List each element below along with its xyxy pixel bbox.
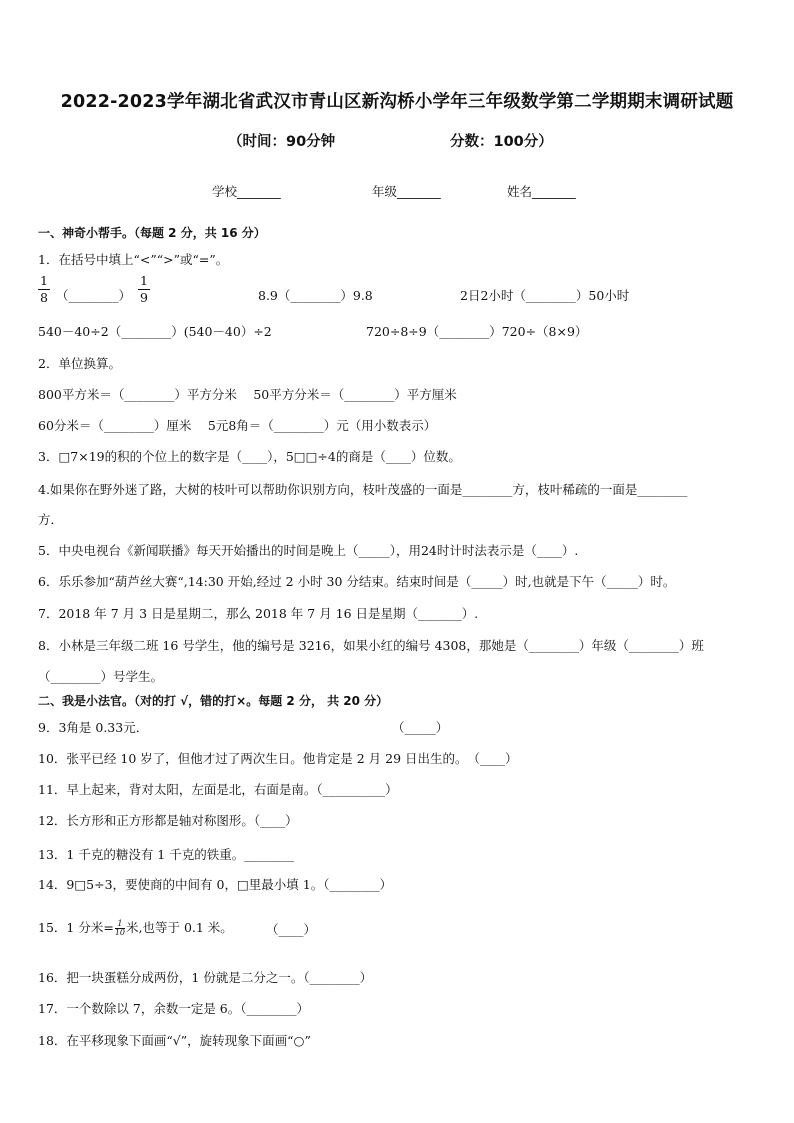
page-title: 2022-2023学年湖北省武汉市青山区新沟桥小学年三年级数学第二学期期末调研试题 bbox=[60, 92, 734, 112]
question-1d[interactable]: 540－40÷2（________）(540－40）÷2 bbox=[38, 324, 272, 339]
question-15-blank[interactable]: （____） bbox=[266, 922, 317, 937]
question-2b[interactable]: 60分米＝（________）厘米 5元8角＝（________）元（用小数表示） bbox=[38, 418, 437, 433]
school-field[interactable]: 学校_______ bbox=[212, 184, 281, 199]
name-field[interactable]: 姓名_______ bbox=[507, 184, 576, 199]
question-7[interactable]: 7．2018 年 7 月 3 日是星期二，那么 2018 年 7 月 16 日是星期（_______）. bbox=[38, 606, 479, 621]
question-11[interactable]: 11．早上起来，背对太阳，左面是北，右面是南。（__________） bbox=[38, 782, 398, 797]
question-3[interactable]: 3．□7×19的积的个位上的数字是（____），5□□÷4的商是（____）位数。 bbox=[38, 449, 461, 464]
question-2: 2．单位换算。 bbox=[38, 356, 121, 371]
exam-time: （时间：90分钟 bbox=[228, 134, 336, 150]
section-heading-2: 二、我是小法官。（对的打 √，错的打×。每题 2 分， 共 20 分） bbox=[38, 694, 389, 708]
question-9-blank[interactable]: （_____） bbox=[392, 720, 449, 735]
question-15: 15．1 分米= $\frac{1}{10}$ 米,也等于 0.1 米。 bbox=[38, 919, 233, 937]
fraction-one-eighth: 1 8 bbox=[38, 274, 50, 305]
question-16[interactable]: 16．把一块蛋糕分成两份，1 份就是二分之一。（________） bbox=[38, 970, 373, 985]
fraction-one-ninth: 1 9 bbox=[138, 274, 150, 305]
grade-field[interactable]: 年级_______ bbox=[372, 184, 441, 199]
section-heading-1: 一、神奇小帮手。（每题 2 分，共 16 分） bbox=[38, 226, 266, 240]
question-17[interactable]: 17．一个数除以 7，余数一定是 6。（________） bbox=[38, 1001, 310, 1016]
fraction-one-tenth: $\frac{1}{10}$ bbox=[114, 919, 125, 937]
question-1c[interactable]: 2日2小时（________）50小时 bbox=[460, 288, 630, 303]
question-1: 1．在括号中填上“<”“>”或“=”。 bbox=[38, 252, 229, 267]
question-18: 18．在平移现象下面画“√”，旋转现象下面画“○” bbox=[38, 1033, 311, 1048]
question-9: 9．3角是 0.33元． bbox=[38, 720, 149, 735]
question-1e[interactable]: 720÷8÷9（________）720÷（8×9） bbox=[366, 324, 588, 339]
question-14[interactable]: 14．9□5÷3，要使商的中间有 0，□里最小填 1。（________） bbox=[38, 877, 392, 892]
question-8-cont[interactable]: （________）号学生。 bbox=[38, 669, 164, 684]
question-2a[interactable]: 800平方米＝（________）平方分米 50平方分米＝（________）平方厘米 bbox=[38, 387, 457, 402]
answer-blank[interactable]: （________） bbox=[56, 288, 132, 303]
question-5[interactable]: 5．中央电视台《新闻联播》每天开始播出的时间是晚上（_____），用24时计时法表示是（____）. bbox=[38, 543, 579, 558]
question-6[interactable]: 6．乐乐参加“葫芦丝大赛“,14:30 开始,经过 2 小时 30 分结束。结束时间是（_____）时,也就是下午（_____）时。 bbox=[38, 574, 676, 589]
exam-score: 分数：100分） bbox=[450, 134, 553, 150]
question-4[interactable]: 4.如果你在野外迷了路，大树的枝叶可以帮助你识别方向，枝叶茂盛的一面是________方，枝叶稀疏的一面是________ bbox=[38, 482, 688, 497]
question-13[interactable]: 13．1 千克的糖没有 1 千克的铁重。________ bbox=[38, 847, 295, 862]
question-8[interactable]: 8．小林是三年级二班 16 号学生，他的编号是 3216，如果小红的编号 4308，那她是（________）年级（________）班 bbox=[38, 638, 704, 653]
question-4-cont: 方． bbox=[38, 512, 64, 527]
question-10[interactable]: 10．张平已经 10 岁了，但他才过了两次生日。他肯定是 2 月 29 日出生的。 （____） bbox=[38, 751, 518, 766]
question-1b[interactable]: 8.9（________）9.8 bbox=[258, 288, 373, 303]
question-12[interactable]: 12．长方形和正方形都是轴对称图形。（____） bbox=[38, 813, 298, 828]
